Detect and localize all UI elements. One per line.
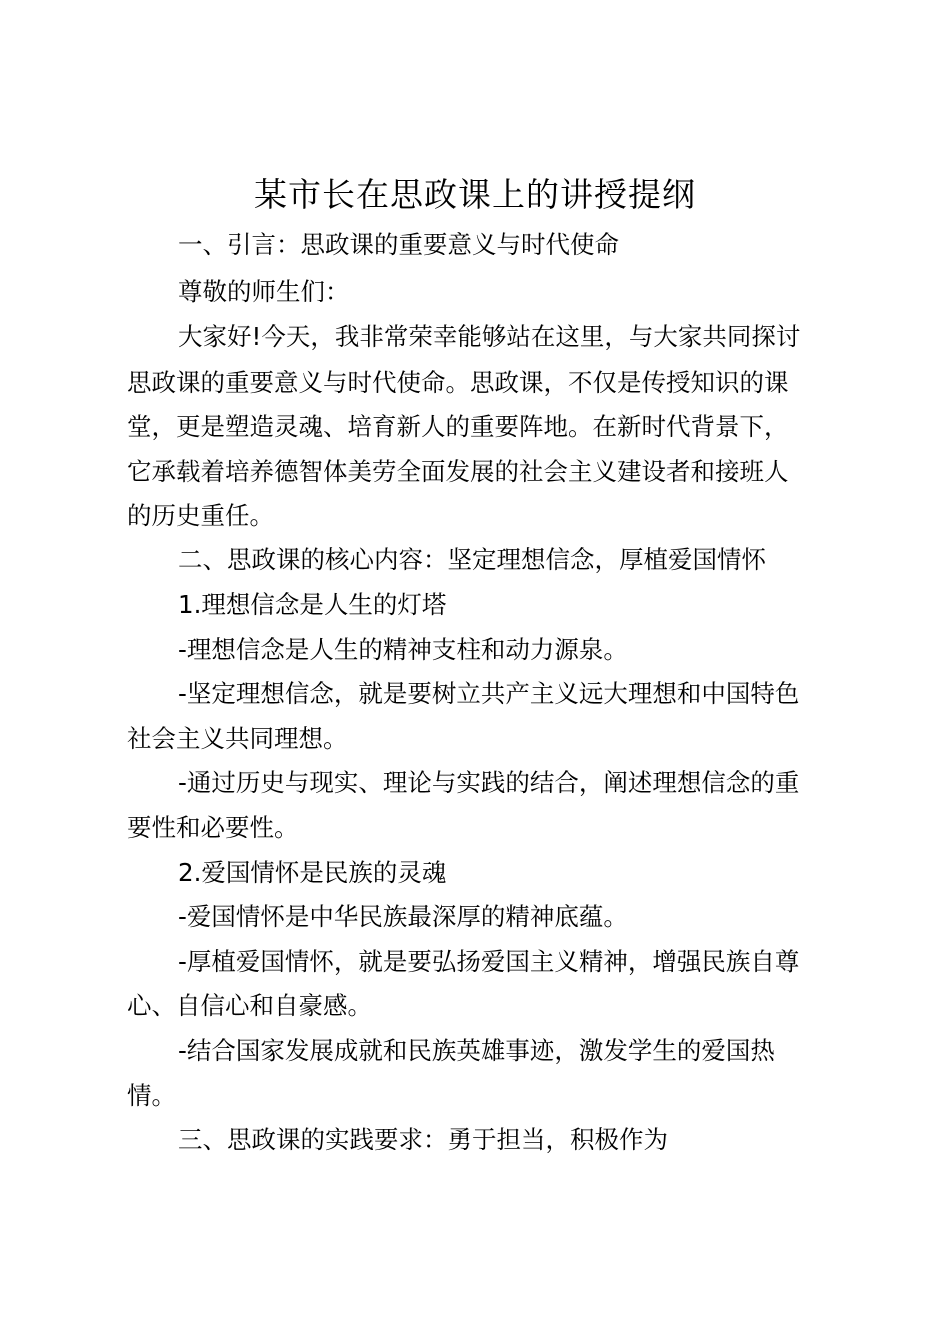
section-heading-3: 三、思政课的实践要求：勇于担当，积极作为: [178, 1125, 668, 1154]
document-title: 某市长在思政课上的讲授提纲: [254, 175, 696, 214]
bullet-line-continued: 要性和必要性。: [127, 813, 299, 842]
bullet-line-continued: 心、自信心和自豪感。: [127, 991, 372, 1020]
paragraph-line: 思政课的重要意义与时代使命。思政课，不仅是传授知识的课: [127, 368, 789, 397]
bullet-line-continued: 社会主义共同理想。: [127, 724, 348, 753]
subheading-2: 2.爱国情怀是民族的灵魂: [178, 858, 447, 887]
bullet-line: -理想信念是人生的精神支柱和动力源泉。: [178, 635, 628, 664]
bullet-line-continued: 情。: [127, 1081, 176, 1110]
bullet-line: -结合国家发展成就和民族英雄事迹，激发学生的爱国热: [178, 1036, 775, 1065]
section-heading-1: 一、引言：思政课的重要意义与时代使命: [178, 230, 619, 259]
paragraph-line: 它承载着培养德智体美劳全面发展的社会主义建设者和接班人: [127, 457, 789, 486]
paragraph-line: 的历史重任。: [127, 501, 274, 530]
bullet-line: -厚植爱国情怀，就是要弘扬爱国主义精神，增强民族自尊: [178, 947, 800, 976]
subheading-1: 1.理想信念是人生的灯塔: [178, 590, 447, 619]
paragraph-line: 大家好!今天，我非常荣幸能够站在这里，与大家共同探讨: [178, 322, 801, 351]
bullet-line: -爱国情怀是中华民族最深厚的精神底蕴。: [178, 902, 628, 931]
salutation: 尊敬的师生们：: [178, 277, 350, 306]
paragraph-line: 堂，更是塑造灵魂、培育新人的重要阵地。在新时代背景下，: [127, 412, 789, 441]
bullet-line: -通过历史与现实、理论与实践的结合，阐述理想信念的重: [178, 768, 800, 797]
bullet-line: -坚定理想信念，就是要树立共产主义远大理想和中国特色: [178, 679, 800, 708]
section-heading-2: 二、思政课的核心内容：坚定理想信念，厚植爱国情怀: [178, 545, 766, 574]
